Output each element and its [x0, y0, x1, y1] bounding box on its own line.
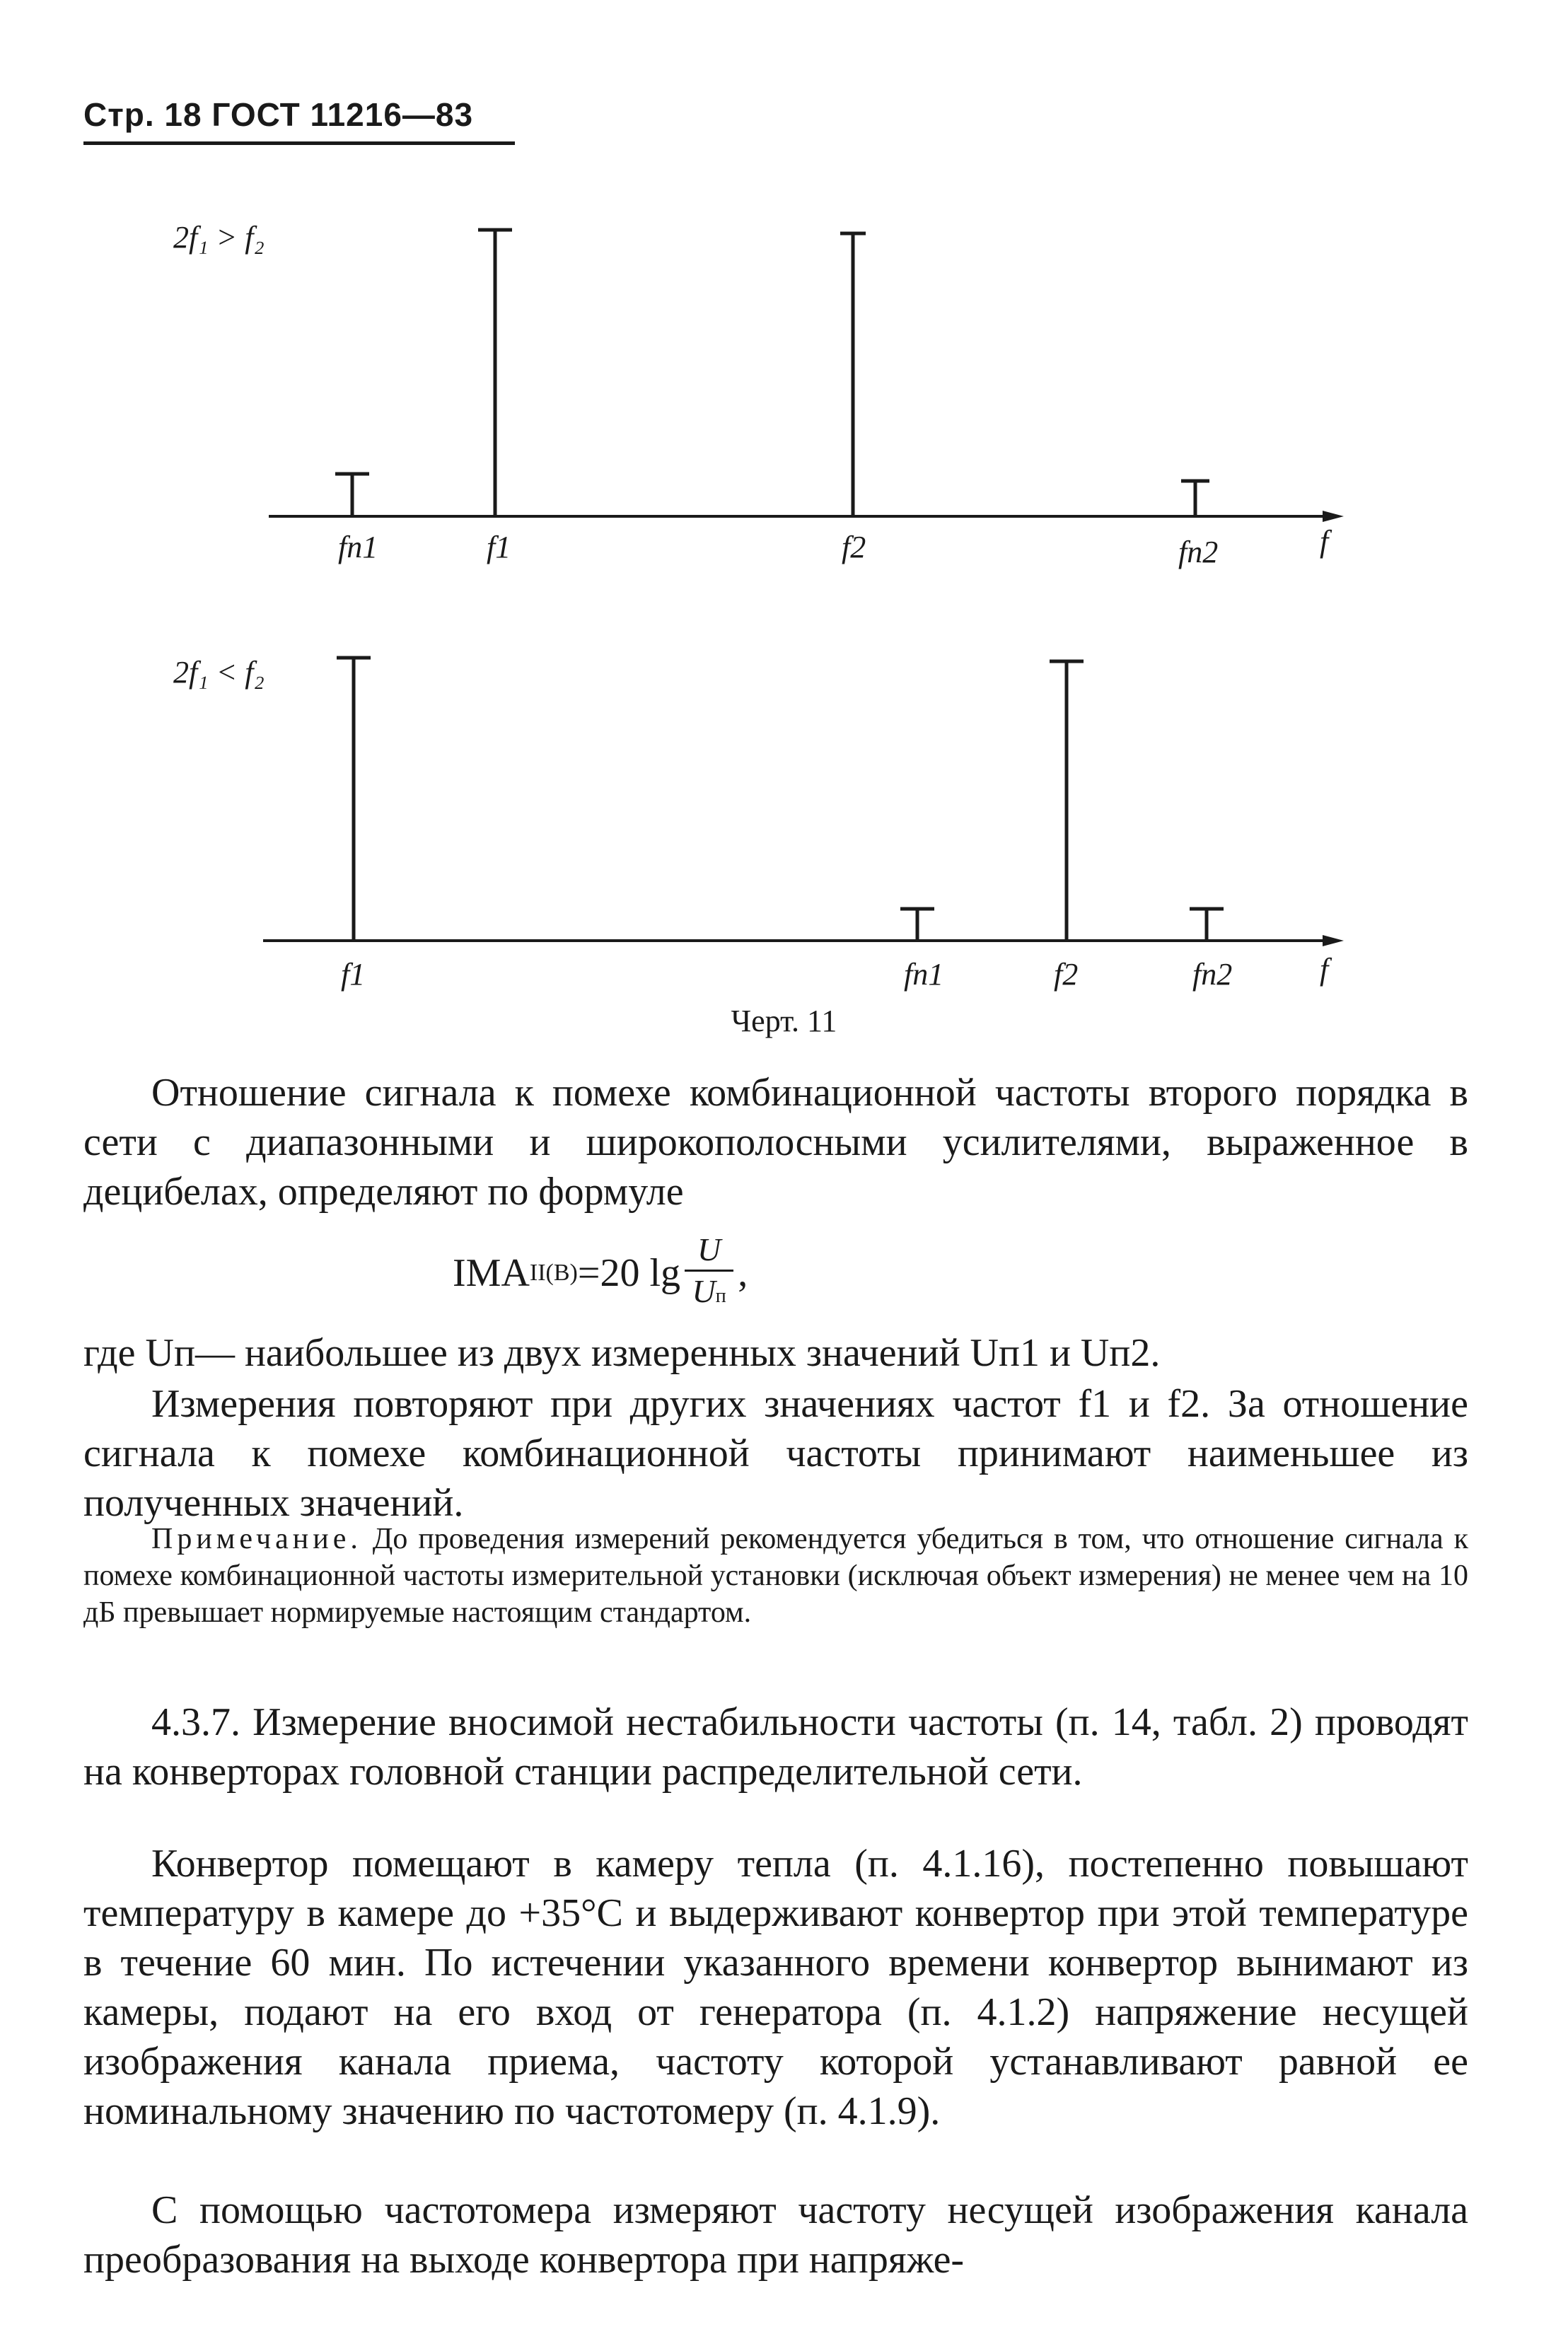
bottom-condition-label: 2f₁ < f₂: [173, 655, 265, 690]
paragraph-frequency-meter: С помощью частотомера измеряют частоту несущей изображения канала преобразования на выходе конвертора при напряже-: [83, 2188, 1468, 2282]
page-header: Стр. 18 ГОСТ 11216—83: [83, 93, 515, 145]
formula-den-sub: п: [715, 1285, 726, 1307]
formula-trail: ,: [738, 1251, 748, 1295]
note-text: До проведения измерений рекомендуется убедиться в том, что отношение сигнала к помехе комбинационной частоты измерительной установки (исключая объект измерения) не менее чем на 10 дБ превышает нормируемые настоящим стандартом.: [83, 1523, 1469, 1629]
formula-subscript: II(B): [529, 1260, 578, 1286]
paragraph-converter: Конвертор помещают в камеру тепла (п. 4.1.16), постепенно повышают температуру в камере до +35°С и выдерживают конвертор при этой температуре в течение 60 мин. По истечении указанного времени конвертор вынимают из камеры, подают на его вход от генератора (п. 4.1.2) напряжение несущей изображения канала приема, частоту которой устанавливают равной ее номинальному значению по частотомеру (п. 4.1.9).: [83, 1842, 1468, 2133]
note-block: [83, 1521, 1468, 1631]
bottom-spike-fn1: [900, 909, 934, 941]
formula-numerator: U: [685, 1230, 733, 1272]
top-label-f1: f1: [487, 530, 511, 564]
paragraph-repeat: Измерения повторяют при других значениях частот f1 и f2. За отношение сигнала к помехе комбинационной частоты принимают наименьшее из полученных значений.: [83, 1382, 1468, 1525]
formula-fraction: [685, 1230, 733, 1316]
top-spike-f1: [478, 230, 512, 516]
formula-denominator: Uп: [692, 1273, 726, 1309]
top-axis-arrow-icon: [1323, 511, 1344, 522]
formula-eq: =20 lg: [577, 1251, 680, 1295]
paragraph-formula-intro: Отношение сигнала к помехе комбинационной частоты второго порядка в сети с диапазонными и широкополосными усилителями, выраженное в децибелах, определяют по формуле: [83, 1071, 1468, 1214]
top-label-fn2: fп2: [1178, 535, 1219, 569]
bottom-label-f2: f2: [1054, 957, 1079, 992]
note-label: Примечание.: [151, 1523, 362, 1555]
figure-caption: Черт. 11: [731, 1004, 837, 1038]
bottom-axis-arrow-icon: [1323, 935, 1344, 946]
bottom-spike-f1: [337, 658, 371, 941]
top-label-f2: f2: [842, 530, 866, 564]
top-spike-f2: [840, 233, 866, 516]
spectrum-diagram: [0, 0, 1568, 1004]
paragraph-where: где Uп— наибольшее из двух измеренных значений Uп1 и Uп2.: [83, 1331, 1161, 1375]
bottom-label-fn1: fп1: [904, 957, 944, 992]
ima-formula: [453, 1231, 748, 1316]
top-spike-fn1: [335, 474, 369, 516]
bottom-label-f1: f1: [341, 957, 366, 992]
top-condition-label: 2f₁ > f₂: [173, 220, 265, 255]
top-spike-fn2: [1181, 481, 1209, 516]
top-label-fn1: fп1: [338, 530, 378, 564]
top-axis-label: f: [1320, 524, 1329, 559]
bottom-spike-f2: [1050, 661, 1084, 941]
formula-left: IMA: [453, 1251, 530, 1295]
paragraph-4-3-7: 4.3.7. Измерение вносимой нестабильности частоты (п. 14, табл. 2) проводят на конверторах головной станции распределительной сети.: [83, 1700, 1468, 1794]
bottom-label-fn2: fп2: [1192, 957, 1233, 992]
bottom-axis-label: f: [1320, 952, 1329, 987]
bottom-spike-fn2: [1190, 909, 1224, 941]
